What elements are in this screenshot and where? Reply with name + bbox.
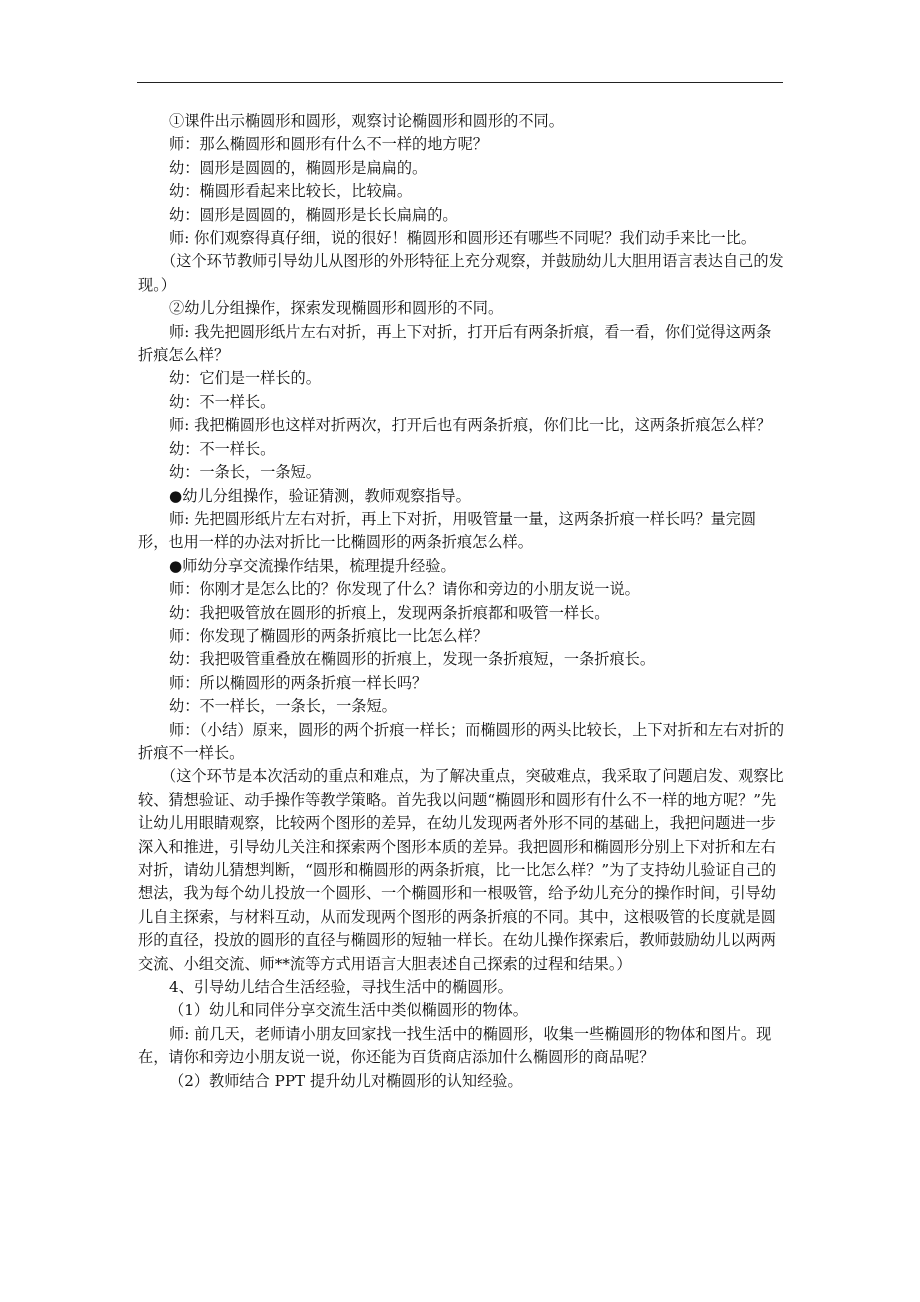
paragraph: ②幼儿分组操作，探索发现椭圆形和圆形的不同。 <box>169 299 504 318</box>
document-body <box>138 110 786 1093</box>
paragraph: 师：（小结）原来，圆形的两个折痕一样长；而椭圆形的两头比较长，上下对折和左右对折的折痕不一样长。 <box>138 720 785 762</box>
paragraph: （1）幼儿和同伴分享交流生活中类似椭圆形的物体。 <box>169 1001 528 1020</box>
paragraph: 师: 你们观察得真仔细，说的很好！椭圆形和圆形还有哪些不同呢？我们动手来比一比。 <box>169 229 757 248</box>
paragraph: ①课件出示椭圆形和圆形，观察讨论椭圆形和圆形的不同。 <box>169 112 564 130</box>
paragraph: ●幼儿分组操作，验证猜测，教师观察指导。 <box>169 486 471 505</box>
paragraph: 师：那么椭圆形和圆形有什么不一样的地方呢？ <box>169 135 488 154</box>
paragraph: 幼：椭圆形看起来比较长，比较扁。 <box>169 182 412 201</box>
paragraph: 幼：不一样长。 <box>169 439 276 458</box>
paragraph: 师: 先把圆形纸片左右对折，再上下对折，用吸管量一量，这两条折痕一样长吗？量完圆形，也用一样的办法对折比一比椭圆形的两条折痕怎么样。 <box>138 509 757 552</box>
paragraph: 幼：我把吸管放在圆形的折痕上，发现两条折痕都和吸管一样长。 <box>169 603 610 622</box>
paragraph: （这个环节是本次活动的重点和难点，为了解决重点，突破难点，我采取了问题启发、观察比较、猜想验证、动手操作等教学策略。首先我以问题“椭圆形和圆形有什么不一样的地方呢？”先让幼儿用眼睛观察，比较两个图形的差异，在幼儿发现两者外形不同的基础上，我把问题进一步深入和推进，引导幼儿关注和探索两个图形本质的差异。我把圆形和椭圆形分别上下对折和左右对折，请幼儿猜想判断，“圆形和椭圆形的两条折痕，比一比怎么样？”为了支持幼儿验证自己的想法，我为每个幼儿投放一个圆形、一个椭圆形和一根吸管，给予幼儿充分的操作时间，引导幼儿自主探索，与材料互动，从而发现两个图形的两条折痕的不同。其中，这根吸管的长度就是圆形的直径，投放的圆形的直径与椭圆形的短轴一样长。在幼儿操作探索后，教师鼓励幼儿以两两交流、小组交流、师**流等方式用语言大胆表述自己探索的过程和结果。） <box>138 767 784 973</box>
paragraph: 师：你刚才是怎么比的？你发现了什么？请你和旁边的小朋友说一说。 <box>169 580 640 599</box>
header-rule <box>137 82 783 83</box>
paragraph: （这个环节教师引导幼儿从图形的外形特征上充分观察，并鼓励幼儿大胆用语言表达自己的发现。） <box>138 252 784 294</box>
paragraph: （2）教师结合 PPT 提升幼儿对椭圆形的认知经验。 <box>169 1071 523 1090</box>
paragraph: 师: 我先把圆形纸片左右对折，再上下对折，打开后有两条折痕，看一看，你们觉得这两条折痕怎么样？ <box>138 322 772 365</box>
paragraph: 幼：它们是一样长的。 <box>169 369 321 388</box>
paragraph: 幼：一条长，一条短。 <box>169 463 321 482</box>
paragraph: 幼：圆形是圆圆的，椭圆形是扁扁的。 <box>169 158 428 177</box>
paragraph: 幼：不一样长。 <box>169 392 276 411</box>
paragraph: 师: 前几天，老师请小朋友回家找一找生活中的椭圆形，收集一些椭圆形的物体和图片。现在，请你和旁边小朋友说一说，你还能为百货商店添加什么椭圆形的商品呢？ <box>138 1024 772 1067</box>
paragraph: 幼：我把吸管重叠放在椭圆形的折痕上，发现一条折痕短，一条折痕长。 <box>169 650 655 669</box>
paragraph: 师: 我把椭圆形也这样对折两次，打开后也有两条折痕，你们比一比，这两条折痕怎么样？ <box>169 416 772 435</box>
paragraph: ●师幼分享交流操作结果，梳理提升经验。 <box>169 556 456 575</box>
paragraph: 师：你发现了椭圆形的两条折痕比一比怎么样？ <box>169 626 488 645</box>
paragraph: 师：所以椭圆形的两条折痕一样长吗？ <box>169 673 428 692</box>
paragraph: 幼：不一样长，一条长，一条短。 <box>169 697 397 716</box>
paragraph: 幼：圆形是圆圆的，椭圆形是长长扁扁的。 <box>169 205 458 224</box>
paragraph: 4、引导幼儿结合生活经验，寻找生活中的椭圆形。 <box>169 978 513 997</box>
